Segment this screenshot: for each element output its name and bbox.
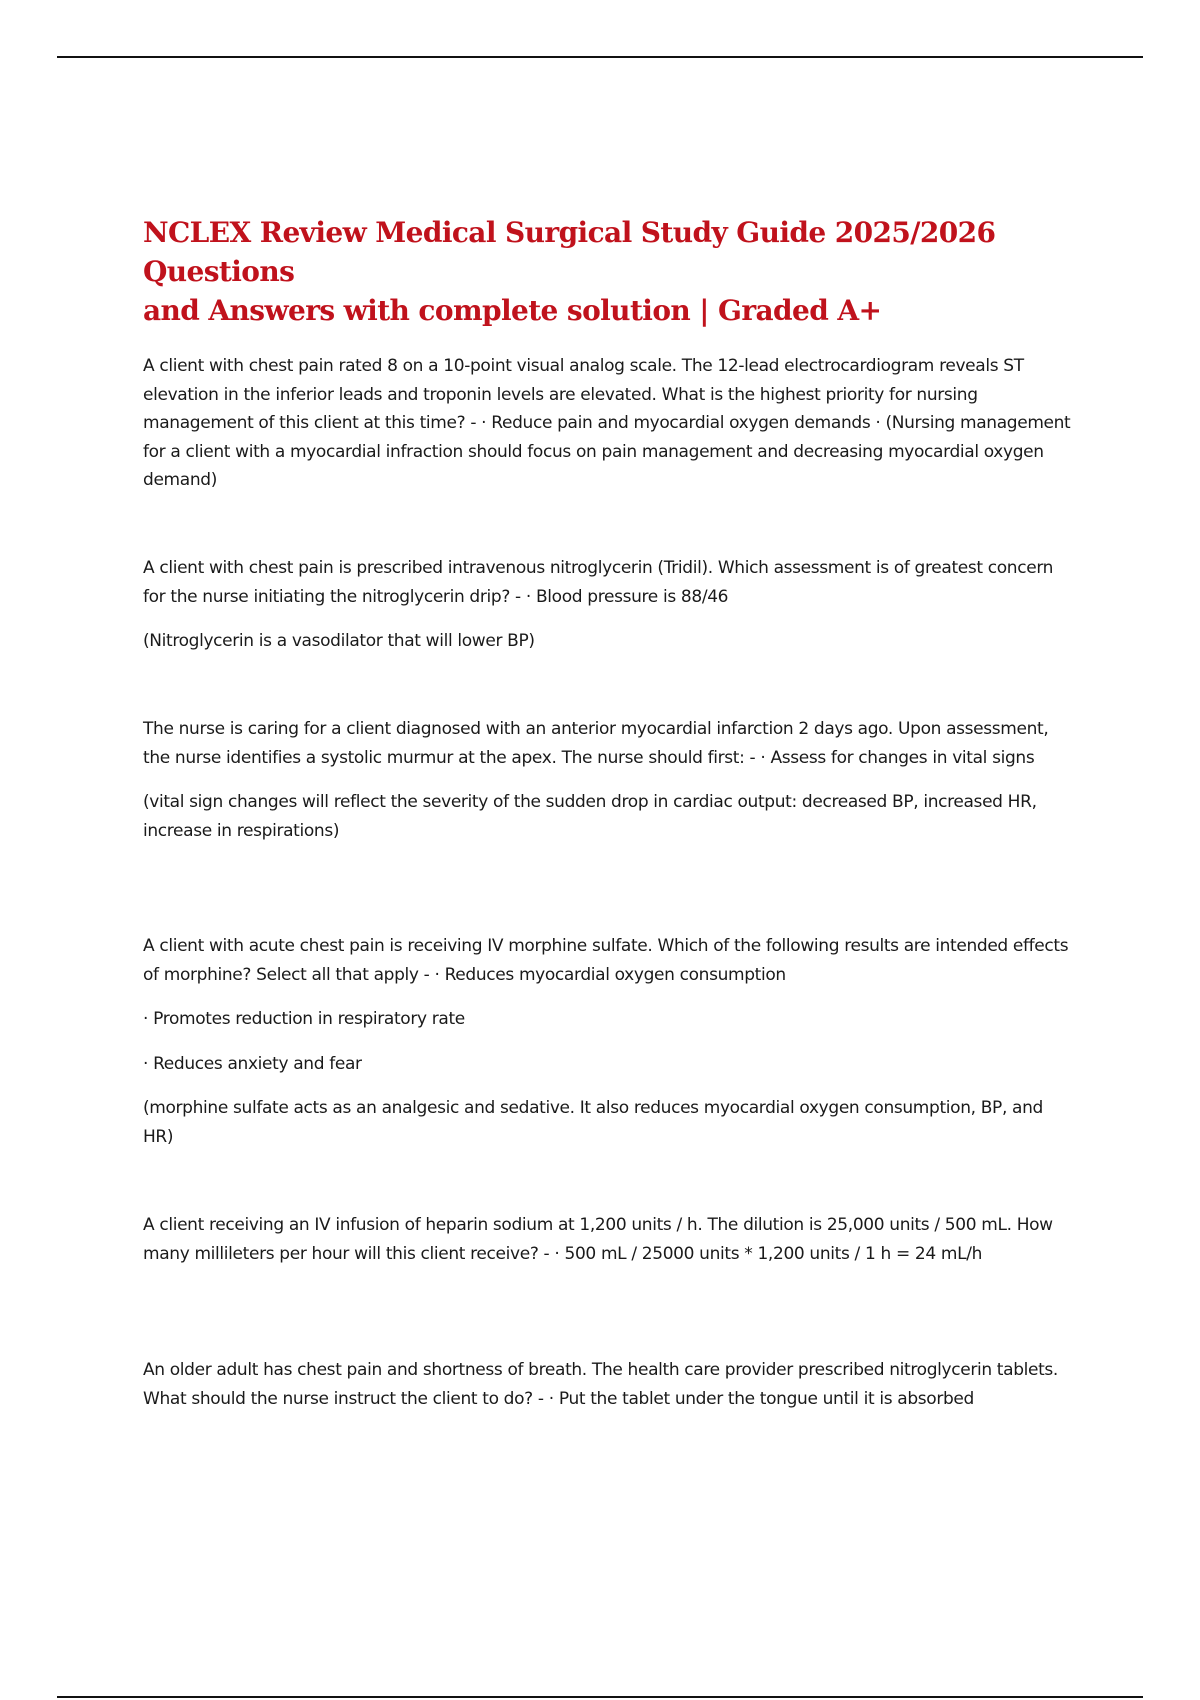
qa-item-6 [143, 1356, 1078, 1413]
document-title-line-1: NCLEX Review Medical Surgical Study Guide 2025/2026 Questions [143, 216, 996, 288]
qa-rationale: (morphine sulfate acts as an analgesic and sedative. It also reduces myocardial oxygen consumption, BP, and HR) [143, 1098, 1043, 1147]
document-title-line-2: and Answers with complete solution | Graded A+ [143, 294, 882, 327]
top-divider [57, 56, 1143, 58]
qa-item-3 [143, 715, 1078, 845]
qa-item-5 [143, 1211, 1078, 1268]
qa-item-4 [143, 932, 1078, 1151]
qa-answer-option: · Reduces anxiety and fear [143, 1053, 362, 1074]
qa-paragraph: A client with chest pain rated 8 on a 10-point visual analog scale. The 12-lead electrocardiogram reveals ST elevation in the inferior leads and troponin levels are elevated. What is the highest priority for nursing management of this client at this time? - · Reduce pain and myocardial oxygen demands · (Nursing management for a client with a myocardial infraction should focus on pain management and decreasing myocardial oxygen demand) [143, 356, 1071, 490]
document-title [143, 213, 1073, 330]
qa-rationale: (Nitroglycerin is a vasodilator that will lower BP) [143, 631, 535, 651]
qa-rationale: (vital sign changes will reflect the severity of the sudden drop in cardiac output: decreased BP, increased HR, increase in respirations) [143, 792, 1037, 841]
qa-item-2 [143, 554, 1078, 656]
bottom-divider [57, 1696, 1143, 1698]
qa-paragraph: An older adult has chest pain and shortness of breath. The health care provider prescribed nitroglycerin tablets. What should the nurse instruct the client to do? - · Put the tablet under the tongue until it is absorbed [143, 1360, 1058, 1409]
qa-paragraph: The nurse is caring for a client diagnosed with an anterior myocardial infarction 2 days ago. Upon assessment, the nurse identifies a systolic murmur at the apex. The nurse should first: - · Assess for changes in vital signs [143, 719, 1049, 768]
qa-answer-option: · Promotes reduction in respiratory rate [143, 1009, 465, 1029]
qa-paragraph: A client with acute chest pain is receiving IV morphine sulfate. Which of the following results are intended effects of morphine? Select all that apply - · Reduces myocardial oxygen consumption [143, 936, 1069, 985]
qa-paragraph: A client with chest pain is prescribed intravenous nitroglycerin (Tridil). Which assessment is of greatest concern for the nurse initiating the nitroglycerin drip? - · Blood pressure is 88/46 [143, 558, 1054, 607]
qa-item-1 [143, 352, 1078, 495]
qa-paragraph: A client receiving an IV infusion of heparin sodium at 1,200 units / h. The dilution is 25,000 units / 500 mL. How many millileters per hour will this client receive? - · 500 mL / 25000 units * 1,200 units / 1 h = 24 mL/h [143, 1215, 1053, 1264]
